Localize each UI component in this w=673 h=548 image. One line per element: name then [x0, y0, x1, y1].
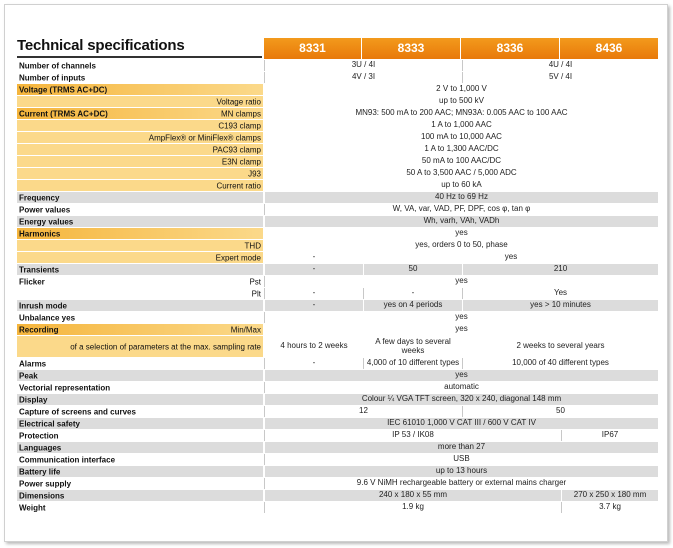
spec-row [17, 324, 658, 336]
spec-row [17, 60, 658, 72]
spec-label: Languages [19, 443, 62, 452]
spec-label-cell [17, 406, 263, 417]
spec-row [17, 168, 658, 180]
spec-label-cell [17, 156, 263, 167]
spec-label: Battery life [19, 467, 61, 476]
spec-label-cell [17, 466, 263, 477]
spec-value: IP67 [561, 430, 658, 441]
model-header-8436: 8436 [560, 38, 658, 59]
spec-row [17, 394, 658, 406]
spec-row [17, 466, 658, 478]
model-header-8331: 8331 [264, 38, 361, 59]
spec-label: Flicker [19, 277, 45, 286]
spec-label: Weight [19, 503, 46, 512]
spec-label: Energy values [19, 217, 74, 226]
spec-sublabel: Expert mode [215, 253, 261, 262]
spec-value: 9.6 V NiMH rechargeable battery or external mains charger [264, 478, 658, 489]
spec-value: up to 13 hours [264, 466, 658, 477]
spec-label: Electrical safety [19, 419, 80, 428]
spec-label: Unbalance yes [19, 313, 76, 322]
spec-sublabel: of a selection of parameters at the max. sampling rate [70, 342, 261, 351]
spec-label-cell [17, 336, 263, 357]
spec-value: 1 A to 1,300 AAC/DC [264, 144, 658, 155]
spec-value: yes, orders 0 to 50, phase [264, 240, 658, 251]
spec-label: Alarms [19, 359, 47, 368]
spec-label: Capture of screens and curves [19, 407, 136, 416]
spec-label-cell [17, 252, 263, 263]
spec-value: 50 A to 3,500 AAC / 5,000 ADC [264, 168, 658, 179]
spec-row [17, 216, 658, 228]
spec-label-cell [17, 192, 263, 203]
spec-row [17, 502, 658, 514]
spec-sublabel: AmpFlex® or MiniFlex® clamps [148, 133, 261, 142]
spec-label-cell [17, 324, 263, 335]
spec-value: up to 500 kV [264, 96, 658, 107]
model-header-8333: 8333 [362, 38, 460, 59]
spec-label: Current (TRMS AC+DC) [19, 109, 108, 118]
spec-label-cell [17, 228, 263, 239]
spec-value: yes [264, 276, 658, 287]
spec-value: 3U / 4I [264, 60, 462, 71]
spec-sublabel: PAC93 clamp [212, 145, 261, 154]
spec-sublabel: THD [244, 241, 261, 250]
spec-value: 50 mA to 100 AAC/DC [264, 156, 658, 167]
spec-value: 50 [462, 406, 658, 417]
spec-label-cell [17, 358, 263, 369]
spec-value: yes [363, 252, 658, 263]
spec-label-cell [17, 478, 263, 489]
spec-label-cell [17, 382, 263, 393]
spec-sublabel: Pst [249, 277, 261, 286]
spec-value: 4U / 4I [462, 60, 658, 71]
spec-value: 50 [363, 264, 462, 275]
spec-label: Vectorial representation [19, 383, 111, 392]
spec-label-cell [17, 120, 263, 131]
spec-label-cell [17, 180, 263, 191]
spec-label: Power supply [19, 479, 72, 488]
spec-label: Transients [19, 265, 60, 274]
spec-label: Recording [19, 325, 59, 334]
spec-row [17, 418, 658, 430]
spec-row [17, 264, 658, 276]
spec-sublabel: Min/Max [230, 325, 261, 334]
spec-value: 240 x 180 x 55 mm [264, 490, 561, 501]
spec-value: W, VA, var, VAD, PF, DPF, cos φ, tan φ [264, 204, 658, 215]
spec-label-cell [17, 72, 263, 83]
spec-label: Communication interface [19, 455, 116, 464]
spec-row [17, 490, 658, 502]
spec-label: Number of channels [19, 61, 96, 70]
spec-value: 5V / 4I [462, 72, 658, 83]
spec-label: Protection [19, 431, 59, 440]
spec-value: 10,000 of 40 different types [462, 358, 658, 369]
spec-row [17, 192, 658, 204]
spec-row [17, 382, 658, 394]
spec-value: up to 60 kA [264, 180, 658, 191]
spec-value: 1.9 kg [264, 502, 561, 513]
spec-row [17, 96, 658, 108]
spec-value: 2 weeks to several years [462, 336, 658, 357]
spec-label-cell [17, 288, 263, 299]
spec-value: - [264, 300, 363, 311]
spec-sublabel: Current ratio [216, 181, 261, 190]
spec-value: Colour ¼ VGA TFT screen, 320 x 240, diagonal 148 mm [264, 394, 658, 405]
spec-label-cell [17, 132, 263, 143]
spec-sublabel: MN clamps [220, 109, 261, 118]
spec-value: yes > 10 minutes [462, 300, 658, 311]
spec-value: - [264, 264, 363, 275]
spec-label-cell [17, 264, 263, 275]
spec-sublabel: C193 clamp [218, 121, 261, 130]
spec-value: - [363, 288, 462, 299]
spec-row [17, 144, 658, 156]
spec-label-cell [17, 394, 263, 405]
spec-label-cell [17, 300, 263, 311]
spec-label-cell [17, 96, 263, 107]
spec-label-cell [17, 442, 263, 453]
spec-row [17, 288, 658, 300]
spec-row [17, 180, 658, 192]
spec-value: - [264, 252, 363, 263]
spec-value: yes on 4 periods [363, 300, 462, 311]
spec-label-cell [17, 418, 263, 429]
spec-label: Power values [19, 205, 71, 214]
spec-label: Display [19, 395, 48, 404]
spec-label-cell [17, 108, 263, 119]
spec-label-cell [17, 204, 263, 215]
spec-label-cell [17, 240, 263, 251]
spec-row [17, 156, 658, 168]
spec-row [17, 430, 658, 442]
spec-label-cell [17, 370, 263, 381]
spec-label: Inrush mode [19, 301, 68, 310]
spec-row [17, 84, 658, 96]
spec-row [17, 108, 658, 120]
spec-value: automatic [264, 382, 658, 393]
spec-label: Dimensions [19, 491, 65, 500]
spec-row [17, 370, 658, 382]
spec-sublabel: Plt [251, 289, 261, 298]
spec-label-cell [17, 430, 263, 441]
spec-value: yes [264, 324, 658, 335]
spec-table [17, 60, 658, 514]
spec-value: 4,000 of 10 different types [363, 358, 462, 369]
spec-value: 4 hours to 2 weeks [264, 336, 363, 357]
spec-value: IEC 61010 1,000 V CAT III / 600 V CAT IV [264, 418, 658, 429]
spec-row [17, 300, 658, 312]
spec-row [17, 204, 658, 216]
spec-row [17, 132, 658, 144]
spec-label: Peak [19, 371, 38, 380]
spec-value: - [264, 288, 363, 299]
spec-value: - [264, 358, 363, 369]
spec-sublabel: J93 [248, 169, 261, 178]
spec-row [17, 358, 658, 370]
spec-value: 2 V to 1,000 V [264, 84, 658, 95]
spec-row [17, 240, 658, 252]
spec-label-cell [17, 276, 263, 287]
spec-value: 40 Hz to 69 Hz [264, 192, 658, 203]
spec-row [17, 276, 658, 288]
spec-label: Voltage (TRMS AC+DC) [19, 85, 108, 94]
spec-row [17, 252, 658, 264]
spec-value: 3.7 kg [561, 502, 658, 513]
spec-label-cell [17, 84, 263, 95]
spec-row [17, 442, 658, 454]
spec-sublabel: E3N clamp [221, 157, 261, 166]
spec-value: Yes [462, 288, 658, 299]
spec-row [17, 336, 658, 358]
spec-value: IP 53 / IK08 [264, 430, 561, 441]
spec-row [17, 120, 658, 132]
spec-label-cell [17, 454, 263, 465]
spec-label-cell [17, 490, 263, 501]
model-header-8336: 8336 [461, 38, 559, 59]
spec-value: Wh, varh, VAh, VADh [264, 216, 658, 227]
spec-value: 4V / 3I [264, 72, 462, 83]
spec-label: Harmonics [19, 229, 61, 238]
spec-value: USB [264, 454, 658, 465]
spec-sublabel: Voltage ratio [216, 97, 261, 106]
spec-label-cell [17, 60, 263, 71]
page-title: Technical specifications [17, 37, 185, 54]
spec-row [17, 478, 658, 490]
spec-value: more than 27 [264, 442, 658, 453]
spec-label-cell [17, 144, 263, 155]
spec-value: 270 x 250 x 180 mm [561, 490, 658, 501]
spec-label-cell [17, 168, 263, 179]
spec-value: yes [264, 370, 658, 381]
spec-value: A few days to several weeks [363, 336, 462, 357]
spec-value: yes [264, 228, 658, 239]
spec-row [17, 454, 658, 466]
title-underline [17, 56, 262, 58]
spec-row [17, 312, 658, 324]
spec-label-cell [17, 502, 263, 513]
spec-value: 1 A to 1,000 AAC [264, 120, 658, 131]
spec-value: 210 [462, 264, 658, 275]
spec-value: 100 mA to 10,000 AAC [264, 132, 658, 143]
spec-label-cell [17, 216, 263, 227]
spec-row [17, 406, 658, 418]
spec-label: Frequency [19, 193, 60, 202]
spec-value: MN93: 500 mA to 200 AAC; MN93A: 0.005 AAC to 100 AAC [264, 108, 658, 119]
spec-row [17, 228, 658, 240]
spec-value: yes [264, 312, 658, 323]
spec-label: Number of inputs [19, 73, 86, 82]
spec-value: 12 [264, 406, 462, 417]
spec-label-cell [17, 312, 263, 323]
spec-row [17, 72, 658, 84]
